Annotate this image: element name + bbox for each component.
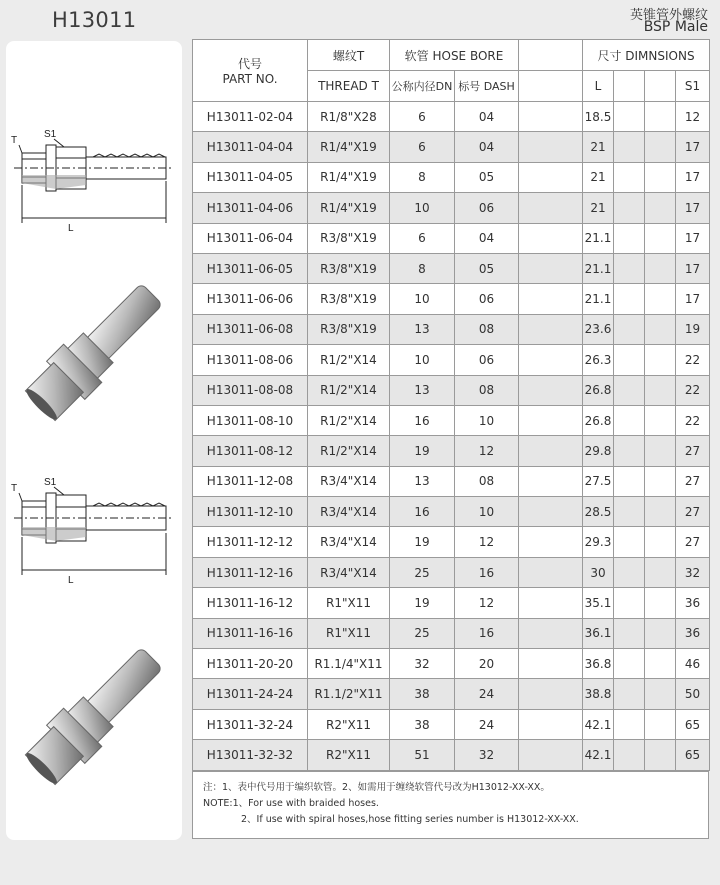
table-row — [193, 375, 710, 405]
cell-dn: 6 — [390, 132, 455, 162]
drawing-label-l: L — [68, 223, 74, 234]
cell-blank — [645, 314, 676, 344]
cell-blank — [645, 709, 676, 739]
header-thread-cn: 螺纹T — [308, 40, 390, 71]
table-row — [193, 132, 710, 162]
notes-box — [192, 771, 709, 839]
technical-drawing-top — [8, 123, 180, 263]
cell-thread: R1/4"X19 — [308, 132, 390, 162]
cell-part: H13011-08-10 — [193, 405, 308, 435]
cell-blank — [614, 618, 645, 648]
cell-thread: R1/4"X19 — [308, 193, 390, 223]
header-s1: S1 — [676, 71, 710, 102]
table-row — [193, 679, 710, 709]
cell-blank — [614, 132, 645, 162]
cell-s1: 27 — [676, 527, 710, 557]
table-row — [193, 314, 710, 344]
cell-dn: 13 — [390, 466, 455, 496]
cell-blank — [614, 162, 645, 192]
cell-s1: 27 — [676, 436, 710, 466]
table-row — [193, 466, 710, 496]
cell-dash: 05 — [455, 162, 519, 192]
cell-s1: 27 — [676, 466, 710, 496]
table-row — [193, 284, 710, 314]
header-part-no — [193, 40, 308, 102]
cell-dn: 25 — [390, 618, 455, 648]
cell-part: H13011-08-06 — [193, 345, 308, 375]
cell-blank — [519, 405, 583, 435]
drawing-label-t: T — [11, 135, 18, 146]
cell-dash: 24 — [455, 679, 519, 709]
cell-part: H13011-04-05 — [193, 162, 308, 192]
table-row — [193, 405, 710, 435]
cell-blank — [519, 223, 583, 253]
cell-blank — [645, 375, 676, 405]
cell-s1: 17 — [676, 162, 710, 192]
note-english-1: NOTE:1、For use with braided hoses. — [203, 798, 379, 809]
cell-part: H13011-32-32 — [193, 740, 308, 770]
cell-blank — [519, 466, 583, 496]
cell-l: 21.1 — [583, 253, 614, 283]
cell-dash: 04 — [455, 102, 519, 132]
header-dn: 公称内径DN — [390, 71, 455, 102]
table-row — [193, 436, 710, 466]
cell-l: 35.1 — [583, 588, 614, 618]
cell-s1: 50 — [676, 679, 710, 709]
header-dash: 标号 DASH — [455, 71, 519, 102]
cell-l: 42.1 — [583, 709, 614, 739]
cell-l: 30 — [583, 557, 614, 587]
cell-part: H13011-12-08 — [193, 466, 308, 496]
table-row — [193, 162, 710, 192]
header-dimensions: 尺寸 DIMNSIONS — [583, 40, 710, 71]
cell-thread: R2"X11 — [308, 709, 390, 739]
cell-dn: 19 — [390, 588, 455, 618]
cell-dash: 12 — [455, 588, 519, 618]
header-blank — [519, 40, 583, 71]
cell-l: 29.8 — [583, 436, 614, 466]
cell-s1: 19 — [676, 314, 710, 344]
header-l: L — [583, 71, 614, 102]
cell-dash: 32 — [455, 740, 519, 770]
cell-dash: 06 — [455, 193, 519, 223]
header-blank — [614, 71, 645, 102]
cell-dn: 10 — [390, 284, 455, 314]
header-part-no-cn: 代号 — [237, 57, 262, 71]
cell-dn: 10 — [390, 345, 455, 375]
cell-blank — [614, 557, 645, 587]
table-row — [193, 740, 710, 770]
cell-thread: R3/4"X14 — [308, 527, 390, 557]
cell-blank — [614, 345, 645, 375]
cell-blank — [519, 588, 583, 618]
cell-s1: 22 — [676, 405, 710, 435]
cell-dash: 04 — [455, 132, 519, 162]
cell-blank — [645, 132, 676, 162]
cell-blank — [645, 557, 676, 587]
cell-blank — [614, 497, 645, 527]
cell-dn: 16 — [390, 497, 455, 527]
cell-blank — [519, 557, 583, 587]
cell-part: H13011-20-20 — [193, 649, 308, 679]
cell-thread: R1/2"X14 — [308, 436, 390, 466]
cell-blank — [645, 405, 676, 435]
cell-dash: 12 — [455, 527, 519, 557]
cell-dash: 08 — [455, 466, 519, 496]
cell-thread: R1/8"X28 — [308, 102, 390, 132]
header-part-no-en: PART NO. — [222, 72, 278, 86]
cell-dash: 06 — [455, 284, 519, 314]
cell-s1: 12 — [676, 102, 710, 132]
cell-s1: 22 — [676, 375, 710, 405]
table-row — [193, 588, 710, 618]
cell-blank — [614, 709, 645, 739]
cell-thread: R1.1/2"X11 — [308, 679, 390, 709]
model-number: H13011 — [52, 8, 137, 32]
cell-part: H13011-06-04 — [193, 223, 308, 253]
title-english: BSP Male — [643, 19, 708, 35]
header-blank — [519, 71, 583, 102]
table-row — [193, 618, 710, 648]
cell-thread: R1.1/4"X11 — [308, 649, 390, 679]
cell-dash: 24 — [455, 709, 519, 739]
cell-thread: R3/4"X14 — [308, 497, 390, 527]
cell-part: H13011-16-12 — [193, 588, 308, 618]
cell-blank — [614, 314, 645, 344]
cell-blank — [645, 497, 676, 527]
cell-part: H13011-16-16 — [193, 618, 308, 648]
cell-blank — [519, 132, 583, 162]
cell-dn: 6 — [390, 223, 455, 253]
cell-dn: 8 — [390, 253, 455, 283]
cell-thread: R1/4"X19 — [308, 162, 390, 192]
cell-thread: R3/8"X19 — [308, 253, 390, 283]
cell-l: 23.6 — [583, 314, 614, 344]
cell-dn: 19 — [390, 436, 455, 466]
cell-blank — [614, 193, 645, 223]
cell-blank — [645, 588, 676, 618]
cell-dash: 12 — [455, 436, 519, 466]
cell-l: 28.5 — [583, 497, 614, 527]
cell-blank — [645, 284, 676, 314]
table-row — [193, 253, 710, 283]
cell-part: H13011-08-12 — [193, 436, 308, 466]
cell-s1: 65 — [676, 709, 710, 739]
drawing-label-s1: S1 — [44, 477, 57, 488]
cell-blank — [645, 436, 676, 466]
cell-blank — [614, 253, 645, 283]
cell-blank — [519, 679, 583, 709]
cell-l: 21.1 — [583, 223, 614, 253]
cell-part: H13011-06-06 — [193, 284, 308, 314]
table-row — [193, 193, 710, 223]
cell-dash: 04 — [455, 223, 519, 253]
cell-blank — [519, 102, 583, 132]
drawing-label-l: L — [68, 575, 74, 586]
cell-l: 29.3 — [583, 527, 614, 557]
cell-blank — [645, 253, 676, 283]
fitting-photo-top — [14, 267, 174, 437]
cell-s1: 27 — [676, 497, 710, 527]
cell-dn: 32 — [390, 649, 455, 679]
cell-part: H13011-24-24 — [193, 679, 308, 709]
cell-part: H13011-02-04 — [193, 102, 308, 132]
cell-l: 21 — [583, 193, 614, 223]
cell-l: 36.8 — [583, 649, 614, 679]
cell-l: 38.8 — [583, 679, 614, 709]
table-row — [193, 649, 710, 679]
drawing-label-t: T — [11, 483, 18, 494]
cell-dn: 25 — [390, 557, 455, 587]
cell-blank — [645, 193, 676, 223]
cell-thread: R2"X11 — [308, 740, 390, 770]
header-blank — [645, 71, 676, 102]
table-row — [193, 223, 710, 253]
cell-dash: 06 — [455, 345, 519, 375]
cell-blank — [519, 284, 583, 314]
cell-blank — [645, 618, 676, 648]
cell-blank — [519, 649, 583, 679]
cell-l: 21 — [583, 162, 614, 192]
table-row — [193, 709, 710, 739]
cell-blank — [645, 679, 676, 709]
cell-blank — [519, 618, 583, 648]
cell-blank — [519, 345, 583, 375]
cell-blank — [614, 102, 645, 132]
cell-dn: 13 — [390, 314, 455, 344]
cell-blank — [519, 527, 583, 557]
cell-s1: 32 — [676, 557, 710, 587]
cell-part: H13011-04-04 — [193, 132, 308, 162]
cell-dn: 16 — [390, 405, 455, 435]
cell-part: H13011-12-16 — [193, 557, 308, 587]
cell-part: H13011-32-24 — [193, 709, 308, 739]
cell-blank — [614, 436, 645, 466]
cell-dash: 10 — [455, 405, 519, 435]
cell-l: 26.8 — [583, 375, 614, 405]
cell-dash: 10 — [455, 497, 519, 527]
cell-blank — [645, 162, 676, 192]
cell-dn: 13 — [390, 375, 455, 405]
table-row — [193, 497, 710, 527]
cell-dash: 16 — [455, 557, 519, 587]
cell-l: 18.5 — [583, 102, 614, 132]
cell-blank — [614, 588, 645, 618]
cell-s1: 17 — [676, 284, 710, 314]
title-chinese: 英锥管外螺纹 — [629, 8, 708, 23]
cell-dash: 08 — [455, 314, 519, 344]
cell-blank — [519, 162, 583, 192]
cell-thread: R1/2"X14 — [308, 345, 390, 375]
note-chinese: 注：1、表中代号用于编织软管。2、如需用于缠绕软管代号改为H13012-XX-XX。 — [203, 782, 550, 793]
cell-s1: 17 — [676, 253, 710, 283]
cell-l: 21 — [583, 132, 614, 162]
cell-blank — [614, 527, 645, 557]
cell-blank — [519, 253, 583, 283]
header-hose-bore: 软管 HOSE BORE — [390, 40, 519, 71]
fitting-photo-bottom — [14, 631, 174, 801]
cell-blank — [519, 314, 583, 344]
cell-thread: R1/2"X14 — [308, 405, 390, 435]
cell-blank — [614, 740, 645, 770]
cell-dn: 51 — [390, 740, 455, 770]
cell-thread: R1"X11 — [308, 618, 390, 648]
cell-blank — [519, 375, 583, 405]
cell-s1: 36 — [676, 588, 710, 618]
cell-l: 42.1 — [583, 740, 614, 770]
cell-dn: 38 — [390, 709, 455, 739]
cell-s1: 17 — [676, 193, 710, 223]
table-row — [193, 527, 710, 557]
cell-blank — [614, 679, 645, 709]
cell-thread: R3/4"X14 — [308, 557, 390, 587]
cell-part: H13011-08-08 — [193, 375, 308, 405]
cell-thread: R3/8"X19 — [308, 314, 390, 344]
table-row — [193, 102, 710, 132]
cell-dn: 8 — [390, 162, 455, 192]
cell-part: H13011-12-12 — [193, 527, 308, 557]
cell-dash: 20 — [455, 649, 519, 679]
cell-l: 21.1 — [583, 284, 614, 314]
cell-blank — [614, 284, 645, 314]
cell-s1: 22 — [676, 345, 710, 375]
cell-blank — [519, 193, 583, 223]
cell-blank — [645, 527, 676, 557]
cell-thread: R1/2"X14 — [308, 375, 390, 405]
table-row — [193, 557, 710, 587]
cell-blank — [645, 223, 676, 253]
cell-s1: 17 — [676, 132, 710, 162]
cell-blank — [614, 223, 645, 253]
cell-dash: 16 — [455, 618, 519, 648]
cell-blank — [645, 345, 676, 375]
cell-l: 26.3 — [583, 345, 614, 375]
cell-blank — [645, 740, 676, 770]
cell-thread: R1"X11 — [308, 588, 390, 618]
cell-blank — [519, 709, 583, 739]
cell-part: H13011-06-05 — [193, 253, 308, 283]
cell-dash: 08 — [455, 375, 519, 405]
cell-thread: R3/4"X14 — [308, 466, 390, 496]
cell-l: 36.1 — [583, 618, 614, 648]
cell-dn: 10 — [390, 193, 455, 223]
cell-s1: 65 — [676, 740, 710, 770]
cell-blank — [614, 375, 645, 405]
cell-s1: 36 — [676, 618, 710, 648]
cell-blank — [614, 405, 645, 435]
cell-l: 27.5 — [583, 466, 614, 496]
illustration-panel — [6, 41, 182, 840]
cell-thread: R3/8"X19 — [308, 284, 390, 314]
cell-blank — [645, 649, 676, 679]
cell-s1: 46 — [676, 649, 710, 679]
cell-s1: 17 — [676, 223, 710, 253]
cell-blank — [614, 466, 645, 496]
cell-blank — [519, 740, 583, 770]
cell-part: H13011-06-08 — [193, 314, 308, 344]
cell-blank — [519, 497, 583, 527]
cell-part: H13011-12-10 — [193, 497, 308, 527]
note-english-2: 2、If use with spiral hoses,hose fitting series number is H13012-XX-XX. — [241, 814, 579, 825]
cell-l: 26.8 — [583, 405, 614, 435]
cell-blank — [645, 102, 676, 132]
cell-blank — [519, 436, 583, 466]
cell-dash: 05 — [455, 253, 519, 283]
cell-thread: R3/8"X19 — [308, 223, 390, 253]
technical-drawing-bottom — [8, 473, 180, 613]
drawing-label-s1: S1 — [44, 129, 57, 140]
cell-blank — [645, 466, 676, 496]
specification-table — [192, 39, 710, 771]
cell-dn: 38 — [390, 679, 455, 709]
cell-part: H13011-04-06 — [193, 193, 308, 223]
cell-blank — [614, 649, 645, 679]
cell-dn: 6 — [390, 102, 455, 132]
cell-dn: 19 — [390, 527, 455, 557]
table-row — [193, 345, 710, 375]
header-thread-en: THREAD T — [308, 71, 390, 102]
